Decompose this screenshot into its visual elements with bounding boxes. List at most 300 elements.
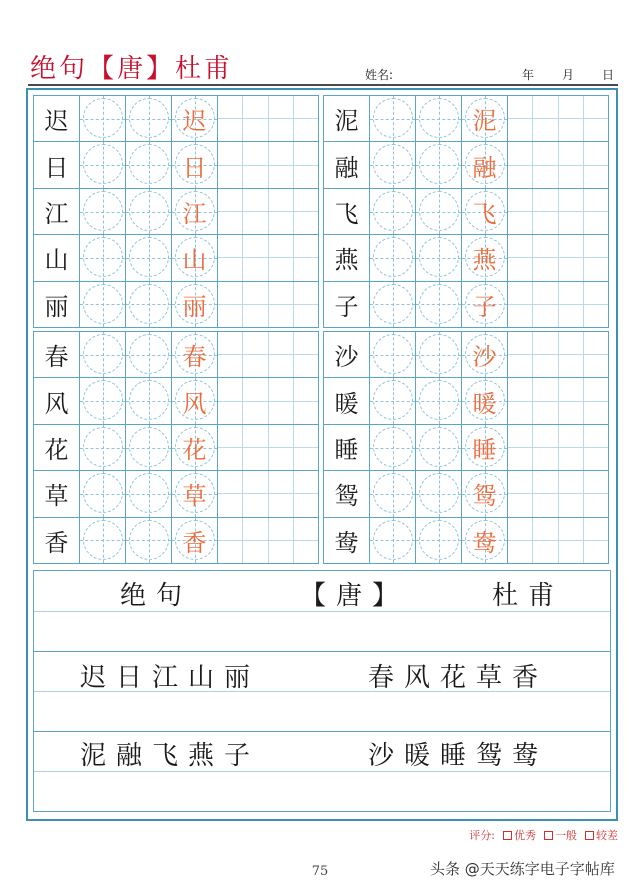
practice-cell[interactable] — [416, 518, 462, 563]
trace-char-cell[interactable] — [172, 471, 218, 516]
small-grid-column — [584, 378, 608, 423]
trace-char-cell[interactable] — [462, 471, 508, 516]
small-grid-column — [294, 378, 318, 423]
grid-guide — [393, 332, 394, 377]
trace-char: 丽 — [182, 292, 207, 321]
small-grid-cell — [508, 425, 532, 448]
trace-char-cell[interactable] — [172, 96, 218, 141]
practice-row — [34, 332, 318, 378]
small-practice-grid[interactable] — [508, 471, 608, 516]
small-grid-cell — [584, 378, 608, 401]
trace-char: 日 — [182, 153, 207, 182]
small-grid-cell — [508, 282, 532, 305]
small-grid-cell — [294, 212, 318, 234]
small-grid-cell — [294, 119, 318, 141]
small-grid-cell — [559, 518, 583, 541]
grid-guide — [393, 96, 394, 141]
small-grid-cell — [508, 305, 532, 327]
model-char-cell — [34, 142, 80, 187]
small-grid-cell — [508, 332, 532, 355]
practice-cell[interactable] — [80, 378, 126, 423]
trace-char: 香 — [182, 528, 207, 557]
small-grid-cell — [508, 258, 532, 280]
practice-cell[interactable] — [126, 425, 172, 470]
practice-cell[interactable] — [80, 282, 126, 327]
poem-panel — [33, 570, 611, 812]
model-char: 睡 — [334, 436, 359, 465]
small-grid-cell — [243, 96, 267, 119]
trace-char: 睡 — [472, 436, 497, 465]
poem-band-1 — [34, 571, 610, 651]
small-grid-cell — [584, 332, 608, 355]
small-grid-column — [269, 471, 294, 516]
practice-row — [324, 471, 608, 517]
model-char-cell — [34, 189, 80, 234]
small-grid-cell — [243, 305, 267, 327]
poem-title-author: 杜甫 — [492, 581, 565, 611]
small-grid-cell — [294, 494, 318, 516]
small-grid-cell — [559, 142, 583, 165]
practice-row — [324, 235, 608, 281]
small-grid-cell — [584, 235, 608, 258]
small-grid-column — [243, 142, 268, 187]
small-practice-grid[interactable] — [508, 378, 608, 423]
small-grid-cell — [508, 189, 532, 212]
practice-cell[interactable] — [126, 471, 172, 516]
model-char: 丽 — [44, 292, 69, 321]
small-grid-cell — [243, 494, 267, 516]
small-grid-cell — [584, 189, 608, 212]
model-char: 泥 — [334, 107, 359, 136]
trace-char-cell[interactable] — [172, 332, 218, 377]
practice-cell[interactable] — [80, 471, 126, 516]
small-practice-grid[interactable] — [218, 189, 318, 234]
trace-char: 草 — [182, 482, 207, 511]
trace-char: 春 — [182, 343, 207, 372]
practice-cell[interactable] — [126, 518, 172, 563]
small-grid-cell — [508, 96, 532, 119]
trace-char-cell[interactable] — [462, 425, 508, 470]
practice-block-1 — [33, 95, 319, 328]
small-grid-column — [533, 332, 558, 377]
grid-guide — [393, 282, 394, 327]
small-grid-cell — [218, 142, 242, 165]
small-practice-grid[interactable] — [218, 378, 318, 423]
small-grid-cell — [508, 212, 532, 234]
checkbox-icon — [544, 831, 553, 840]
practice-cell[interactable] — [416, 471, 462, 516]
small-grid-column — [533, 471, 558, 516]
small-grid-cell — [269, 305, 293, 327]
grid-guide — [439, 96, 440, 141]
model-char-cell — [324, 518, 370, 563]
small-grid-cell — [559, 96, 583, 119]
trace-char-cell[interactable] — [172, 425, 218, 470]
grid-guide — [393, 235, 394, 280]
small-grid-cell — [559, 494, 583, 516]
small-grid-cell — [243, 355, 267, 377]
model-char: 江 — [44, 200, 69, 229]
small-grid-column — [508, 332, 533, 377]
small-grid-cell — [508, 448, 532, 470]
small-grid-column — [559, 282, 584, 327]
small-practice-grid[interactable] — [218, 332, 318, 377]
score-option-label: 优秀 — [514, 829, 536, 842]
small-grid-cell — [559, 235, 583, 258]
trace-char-cell[interactable] — [462, 282, 508, 327]
small-grid-cell — [243, 425, 267, 448]
small-grid-column — [218, 142, 243, 187]
small-grid-cell — [533, 402, 557, 424]
small-grid-cell — [584, 494, 608, 516]
small-practice-grid[interactable] — [508, 282, 608, 327]
model-char: 鸳 — [334, 482, 359, 511]
small-grid-column — [584, 189, 608, 234]
practice-cell[interactable] — [416, 425, 462, 470]
small-practice-grid[interactable] — [508, 96, 608, 141]
trace-char: 子 — [472, 292, 497, 321]
trace-char: 山 — [182, 246, 207, 275]
small-practice-grid[interactable] — [218, 96, 318, 141]
small-grid-cell — [533, 541, 557, 563]
trace-char: 燕 — [472, 246, 497, 275]
small-grid-column — [294, 235, 318, 280]
small-grid-cell — [508, 378, 532, 401]
small-grid-cell — [533, 518, 557, 541]
grid-guide — [103, 425, 104, 470]
model-char: 沙 — [334, 343, 359, 372]
small-grid-cell — [294, 235, 318, 258]
guide-line — [34, 651, 610, 652]
small-grid-cell — [559, 119, 583, 141]
small-practice-grid[interactable] — [218, 282, 318, 327]
small-grid-cell — [294, 282, 318, 305]
small-grid-column — [269, 189, 294, 234]
practice-cell[interactable] — [126, 235, 172, 280]
score-option-label: 较差 — [596, 829, 618, 842]
score-option-average[interactable] — [544, 827, 577, 843]
trace-char-cell[interactable] — [462, 378, 508, 423]
small-grid-cell — [533, 305, 557, 327]
small-grid-cell — [508, 541, 532, 563]
trace-char-cell[interactable] — [462, 518, 508, 563]
small-grid-cell — [508, 494, 532, 516]
model-char: 日 — [44, 153, 69, 182]
grid-guide — [103, 235, 104, 280]
practice-cell[interactable] — [416, 378, 462, 423]
practice-cell[interactable] — [416, 189, 462, 234]
small-grid-cell — [269, 378, 293, 401]
small-grid-cell — [533, 494, 557, 516]
small-grid-cell — [218, 402, 242, 424]
small-grid-column — [559, 142, 584, 187]
score-option-excellent[interactable] — [503, 827, 536, 843]
model-char-cell — [324, 96, 370, 141]
grid-guide — [393, 425, 394, 470]
small-grid-cell — [218, 189, 242, 212]
small-grid-cell — [218, 355, 242, 377]
small-grid-column — [269, 96, 294, 141]
model-char: 飞 — [334, 200, 359, 229]
small-grid-column — [294, 425, 318, 470]
model-char-cell — [34, 282, 80, 327]
practice-block-4 — [323, 331, 609, 564]
grid-guide — [393, 518, 394, 563]
trace-char-cell[interactable] — [462, 96, 508, 141]
grid-guide — [149, 235, 150, 280]
small-grid-column — [508, 378, 533, 423]
model-char-cell — [34, 378, 80, 423]
practice-row — [34, 96, 318, 142]
practice-cell[interactable] — [370, 96, 416, 141]
small-practice-grid[interactable] — [218, 425, 318, 470]
small-grid-column — [508, 235, 533, 280]
small-grid-column — [269, 235, 294, 280]
trace-char: 江 — [182, 200, 207, 229]
checkbox-icon — [503, 831, 512, 840]
small-practice-grid[interactable] — [508, 235, 608, 280]
practice-cell[interactable] — [80, 332, 126, 377]
grid-guide — [149, 471, 150, 516]
grid-guide — [149, 378, 150, 423]
poem-line-1b: 春风花草香 — [368, 663, 549, 693]
small-grid-cell — [559, 402, 583, 424]
trace-char-cell[interactable] — [172, 142, 218, 187]
small-grid-cell — [533, 471, 557, 494]
small-grid-column — [584, 96, 608, 141]
small-grid-cell — [508, 402, 532, 424]
small-practice-grid[interactable] — [218, 518, 318, 563]
practice-cell[interactable] — [370, 332, 416, 377]
small-grid-cell — [269, 332, 293, 355]
practice-cell[interactable] — [370, 425, 416, 470]
trace-char-cell[interactable] — [172, 282, 218, 327]
small-practice-grid[interactable] — [508, 189, 608, 234]
small-grid-cell — [533, 96, 557, 119]
small-grid-column — [584, 425, 608, 470]
practice-row — [324, 282, 608, 327]
small-grid-column — [584, 471, 608, 516]
small-grid-column — [559, 471, 584, 516]
small-grid-cell — [218, 166, 242, 188]
practice-row — [324, 189, 608, 235]
grid-guide — [103, 96, 104, 141]
small-grid-cell — [294, 142, 318, 165]
small-grid-cell — [584, 471, 608, 494]
small-practice-grid[interactable] — [218, 142, 318, 187]
trace-char: 迟 — [182, 107, 207, 136]
small-grid-cell — [559, 448, 583, 470]
practice-row — [34, 425, 318, 471]
small-grid-column — [508, 425, 533, 470]
trace-char-cell[interactable] — [172, 235, 218, 280]
score-option-poor[interactable] — [585, 827, 618, 843]
small-grid-column — [294, 142, 318, 187]
poem-line-1a: 迟日江山丽 — [80, 663, 261, 693]
small-grid-cell — [243, 235, 267, 258]
practice-cell[interactable] — [370, 378, 416, 423]
small-grid-column — [243, 96, 268, 141]
small-practice-grid[interactable] — [508, 332, 608, 377]
small-grid-column — [218, 96, 243, 141]
practice-block-3 — [33, 331, 319, 564]
practice-row — [34, 235, 318, 281]
small-grid-column — [559, 189, 584, 234]
practice-cell[interactable] — [370, 518, 416, 563]
practice-cell[interactable] — [370, 282, 416, 327]
trace-char: 泥 — [472, 107, 497, 136]
small-grid-cell — [243, 541, 267, 563]
small-grid-cell — [559, 305, 583, 327]
small-grid-column — [508, 471, 533, 516]
trace-char-cell[interactable] — [462, 235, 508, 280]
worksheet-title: 绝句【唐】杜甫 — [30, 54, 234, 84]
small-grid-cell — [294, 471, 318, 494]
trace-char-cell[interactable] — [462, 332, 508, 377]
small-grid-column — [559, 518, 584, 563]
small-grid-cell — [533, 332, 557, 355]
practice-cell[interactable] — [80, 425, 126, 470]
small-grid-cell — [533, 282, 557, 305]
trace-char: 融 — [472, 153, 497, 182]
practice-cell[interactable] — [416, 332, 462, 377]
model-char: 山 — [44, 246, 69, 275]
small-grid-cell — [584, 541, 608, 563]
practice-cell[interactable] — [126, 142, 172, 187]
model-char: 花 — [44, 436, 69, 465]
small-grid-cell — [533, 448, 557, 470]
small-grid-cell — [218, 425, 242, 448]
grid-guide — [103, 282, 104, 327]
poem-title-name: 绝句 — [120, 581, 193, 611]
practice-cell[interactable] — [416, 96, 462, 141]
small-grid-cell — [218, 305, 242, 327]
practice-cell[interactable] — [416, 235, 462, 280]
grid-guide — [149, 518, 150, 563]
practice-row — [34, 189, 318, 235]
practice-block-2 — [323, 95, 609, 328]
practice-cell[interactable] — [370, 235, 416, 280]
small-grid-cell — [269, 96, 293, 119]
small-grid-cell — [584, 402, 608, 424]
model-char-cell — [34, 425, 80, 470]
small-grid-cell — [584, 282, 608, 305]
practice-cell[interactable] — [126, 378, 172, 423]
small-grid-cell — [269, 142, 293, 165]
small-grid-cell — [294, 541, 318, 563]
small-grid-column — [218, 332, 243, 377]
page-number: 75 — [311, 864, 329, 879]
small-grid-cell — [294, 166, 318, 188]
small-grid-column — [533, 282, 558, 327]
small-grid-cell — [269, 471, 293, 494]
small-grid-cell — [218, 96, 242, 119]
small-grid-cell — [269, 541, 293, 563]
small-grid-cell — [508, 235, 532, 258]
small-grid-cell — [218, 332, 242, 355]
small-grid-column — [533, 96, 558, 141]
small-grid-cell — [559, 355, 583, 377]
small-grid-column — [508, 282, 533, 327]
trace-char: 风 — [182, 389, 207, 418]
practice-cell[interactable] — [126, 282, 172, 327]
trace-char: 花 — [182, 436, 207, 465]
watermark: 头条 @天天练字电子字帖库 — [430, 860, 615, 878]
trace-char-cell[interactable] — [172, 189, 218, 234]
trace-char-cell[interactable] — [172, 518, 218, 563]
practice-cell[interactable] — [370, 471, 416, 516]
small-grid-cell — [243, 402, 267, 424]
trace-char-cell[interactable] — [462, 189, 508, 234]
model-char-cell — [324, 471, 370, 516]
small-grid-column — [559, 332, 584, 377]
small-grid-cell — [269, 402, 293, 424]
small-grid-cell — [218, 235, 242, 258]
small-grid-column — [218, 518, 243, 563]
grid-guide — [439, 282, 440, 327]
grid-guide — [439, 189, 440, 234]
small-practice-grid[interactable] — [218, 471, 318, 516]
small-grid-column — [584, 235, 608, 280]
model-char-cell — [324, 425, 370, 470]
practice-cell[interactable] — [126, 189, 172, 234]
small-grid-cell — [294, 355, 318, 377]
small-practice-grid[interactable] — [508, 142, 608, 187]
practice-cell[interactable] — [416, 142, 462, 187]
practice-cell[interactable] — [80, 189, 126, 234]
small-grid-cell — [243, 142, 267, 165]
small-practice-grid[interactable] — [218, 235, 318, 280]
small-grid-column — [218, 189, 243, 234]
practice-cell[interactable] — [370, 189, 416, 234]
practice-cell[interactable] — [370, 142, 416, 187]
trace-char: 暖 — [472, 389, 497, 418]
practice-cell[interactable] — [80, 235, 126, 280]
trace-char-cell[interactable] — [462, 142, 508, 187]
small-grid-cell — [559, 332, 583, 355]
small-grid-column — [294, 518, 318, 563]
small-grid-cell — [269, 494, 293, 516]
trace-char-cell[interactable] — [172, 378, 218, 423]
practice-cell[interactable] — [416, 282, 462, 327]
grid-guide — [393, 471, 394, 516]
practice-row — [324, 332, 608, 378]
small-grid-column — [294, 96, 318, 141]
small-grid-column — [533, 189, 558, 234]
practice-cell[interactable] — [126, 96, 172, 141]
practice-cell[interactable] — [80, 518, 126, 563]
small-grid-cell — [559, 541, 583, 563]
model-char: 迟 — [44, 107, 69, 136]
practice-cell[interactable] — [80, 142, 126, 187]
small-practice-grid[interactable] — [508, 425, 608, 470]
small-grid-cell — [269, 425, 293, 448]
practice-row — [324, 96, 608, 142]
poem-line-2b: 沙暖睡鸳鸯 — [368, 741, 549, 771]
practice-cell[interactable] — [80, 96, 126, 141]
small-grid-column — [559, 235, 584, 280]
small-grid-cell — [218, 471, 242, 494]
small-grid-cell — [218, 378, 242, 401]
grid-guide — [149, 189, 150, 234]
small-grid-column — [584, 282, 608, 327]
small-grid-cell — [294, 305, 318, 327]
practice-cell[interactable] — [126, 332, 172, 377]
small-practice-grid[interactable] — [508, 518, 608, 563]
grid-guide — [103, 189, 104, 234]
practice-row — [34, 378, 318, 424]
small-grid-cell — [559, 212, 583, 234]
